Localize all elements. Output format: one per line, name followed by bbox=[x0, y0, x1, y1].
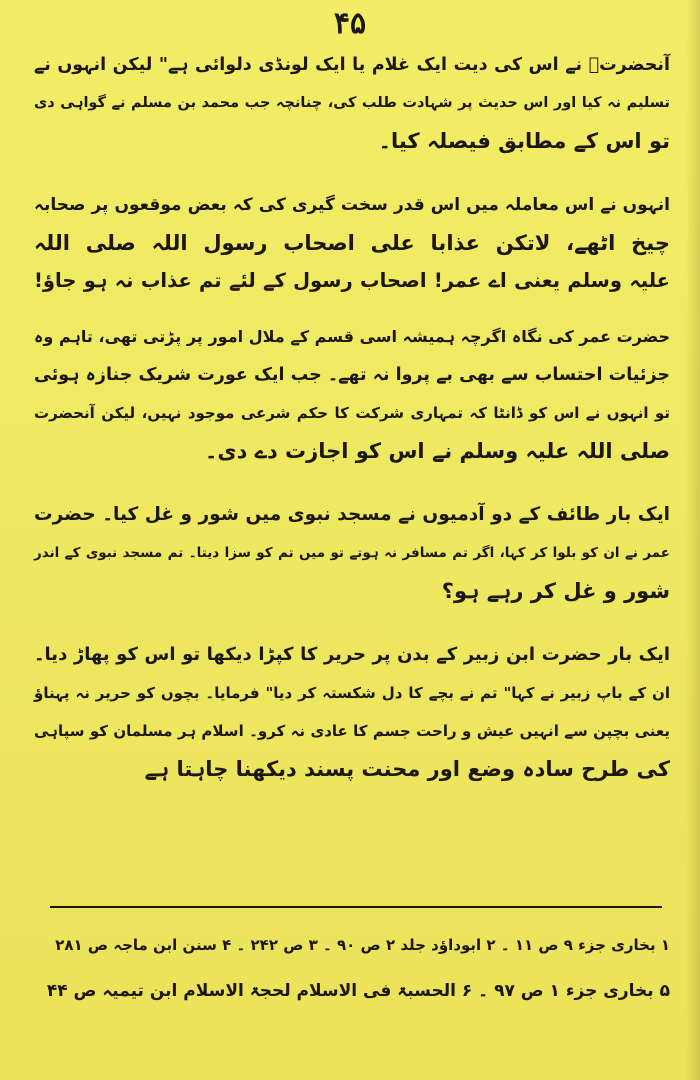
text-line: عمر نے ان کو بلوا کر کہا، اگر تم مسافر نہ ہوتے تو میں تم کو سزا دیتا۔ تم مسجد نبوی کے اندر bbox=[34, 545, 670, 561]
footnotes bbox=[40, 922, 670, 1014]
text-line: شور و غل کر رہے ہو؟ bbox=[441, 579, 670, 603]
footnote-divider bbox=[50, 906, 662, 908]
page-number: ۴۵ bbox=[333, 6, 367, 41]
text-line: یعنی بچپن سے انہیں عیش و راحت جسم کا عادی نہ کرو۔ اسلام ہر مسلمان کو سپاہی bbox=[34, 722, 670, 740]
text-line: تو اس کے مطابق فیصلہ کیا۔ bbox=[378, 129, 670, 153]
footnote-line: ۵ بخاری جزء ۱ ص ۹۷ ۔ ۶ الحسبۃ فی الاسلام لحجۃ الاسلام ابن تیمیہ ص ۴۴ bbox=[46, 981, 670, 1001]
paragraph-4 bbox=[34, 496, 670, 610]
text-line: حضرت عمر کی نگاہ اگرچہ ہمیشہ اسی قسم کے ملال امور پر پڑتی تھی، تاہم وہ bbox=[34, 327, 670, 346]
paragraph-5 bbox=[34, 636, 670, 788]
text-line: علیہ وسلم یعنی اے عمر! اصحاب رسول کے لئے تم عذاب نہ ہو جاؤ! bbox=[34, 269, 670, 292]
text-line: آنحضرتؐ نے اس کی دیت ایک غلام یا ایک لونڈی دلوائی ہے" لیکن انہوں نے bbox=[34, 55, 670, 75]
page-edge-shadow bbox=[686, 0, 700, 1080]
paragraph-2 bbox=[34, 186, 670, 300]
text-line: انہوں نے اس معاملہ میں اس قدر سخت گیری کی کہ بعض موقعوں پر صحابہ bbox=[34, 195, 670, 215]
paragraph-1 bbox=[34, 46, 670, 160]
text-line: ان کے باپ زبیر نے کہا" تم نے بچے کا دل شکستہ کر دیا" فرمایا۔ بچوں کو حریر نہ پہناؤ bbox=[34, 684, 670, 702]
text-line: تو انہوں نے اس کو ڈانٹا کہ تمہاری شرکت کا حکم شرعی موجود نہیں، لیکن آنحضرت bbox=[34, 404, 670, 422]
footnote-line: ۱ بخاری جزء ۹ ص ۱۱ ۔ ۲ ابوداؤد جلد ۲ ص ۹۰ ۔ ۳ ص ۲۴۲ ۔ ۴ سنن ابن ماجہ ص ۲۸۱ bbox=[55, 936, 670, 954]
text-line: ایک بار طائف کے دو آدمیوں نے مسجد نبوی میں شور و غل کیا۔ حضرت bbox=[34, 504, 670, 525]
text-line: صلی اللہ علیہ وسلم نے اس کو اجازت دے دی۔ bbox=[205, 439, 670, 463]
text-line: جزئیات احتساب سے بھی بے پروا نہ تھے۔ جب ایک عورت شریک جنازہ ہوئی bbox=[34, 365, 670, 385]
text-line: چیخ اٹھے، لاتکن عذابا علی اصحاب رسول اللہ صلی اللہ bbox=[34, 231, 670, 255]
paragraph-3 bbox=[34, 318, 670, 470]
text-line: تسلیم نہ کیا اور اس حدیث پر شہادت طلب کی، چنانچہ جب محمد بن مسلم نے گواہی دی bbox=[34, 95, 670, 111]
text-line: کی طرح سادہ وضع اور محنت پسند دیکھنا چاہتا ہے bbox=[144, 757, 670, 781]
body-text bbox=[34, 46, 670, 788]
text-line: ایک بار حضرت ابن زبیر کے بدن پر حریر کا کپڑا دیکھا تو اس کو پھاڑ دیا۔ bbox=[34, 644, 670, 665]
